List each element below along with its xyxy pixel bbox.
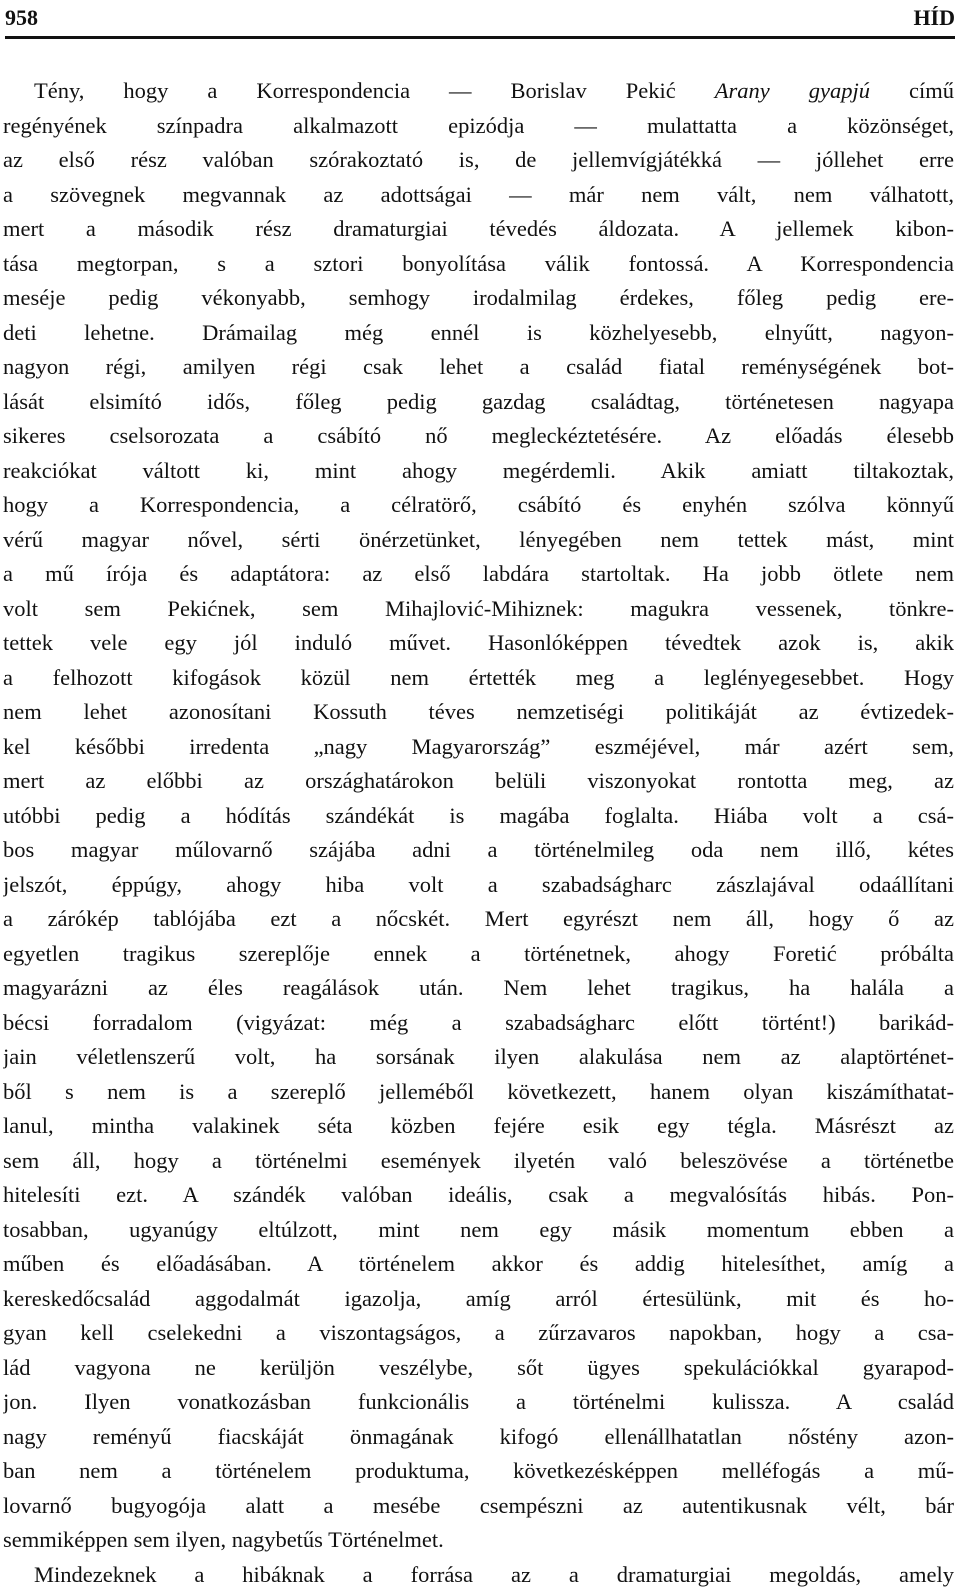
text-line: gyan kell cselekedni a viszontagságos, a zűrzavaros napokban, hogy a csa- bbox=[3, 1316, 954, 1351]
text-line: műben és előadásában. A történelem akkor és addig hitelesíthet, amíg a bbox=[3, 1247, 954, 1282]
text-line: meséje pedig vékonyabb, semhogy irodalmilag érdekes, főleg pedig ere- bbox=[3, 281, 954, 316]
text-line bbox=[3, 74, 954, 109]
text-line: ből s nem is a szereplő jelleméből következett, hanem olyan kiszámíthatat- bbox=[3, 1075, 954, 1110]
text-run: Tény, hogy a Korrespondencia — Borislav Pekić bbox=[34, 78, 715, 103]
text-line: vérű magyar nővel, sérti önérzetünket, lényegében nem tettek mást, mint bbox=[3, 523, 954, 558]
text-line: reakciókat váltott ki, mint ahogy megérdemli. Akik amiatt tiltakoztak, bbox=[3, 454, 954, 489]
text-line: a szövegnek megvannak az adottságai — már nem vált, nem válhatott, bbox=[3, 178, 954, 213]
text-line: Mindezeknek a hibáknak a forrása az a dramaturgiai megoldás, amely bbox=[3, 1558, 954, 1592]
text-line: lovarnő bugyogója alatt a mesébe csempészni az autentikusnak vélt, bár bbox=[3, 1489, 954, 1524]
text-line: semmiképpen sem ilyen, nagybetűs Történelmet. bbox=[3, 1523, 954, 1558]
page-number: 958 bbox=[5, 4, 38, 32]
text-line: volt sem Pekićnek, sem Mihajlović-Mihiznek: magukra vessenek, tönkre- bbox=[3, 592, 954, 627]
text-line: tosabban, ugyanúgy eltúlzott, mint nem egy másik momentum ebben a bbox=[3, 1213, 954, 1248]
text-line: hogy a Korrespondencia, a célratörő, csábító és enyhén szólva könnyű bbox=[3, 488, 954, 523]
text-line: bos magyar műlovarnő szájába adni a történelmileg oda nem illő, kétes bbox=[3, 833, 954, 868]
text-line: a felhozott kifogások közül nem értették meg a leglényegesebbet. Hogy bbox=[3, 661, 954, 696]
text-line: jon. Ilyen vonatkozásban funkcionális a történelmi kulissza. A család bbox=[3, 1385, 954, 1420]
text-line: nagy reményű fiacskáját önmagának kifogó ellenállhatatlan nőstény azon- bbox=[3, 1420, 954, 1455]
paragraph-1 bbox=[3, 74, 954, 1558]
text-line: a zárókép tablójába ezt a nőcskét. Mert egyrészt nem áll, hogy ő az bbox=[3, 902, 954, 937]
paragraph-2 bbox=[3, 1558, 954, 1592]
text-line: tettek vele egy jól induló művet. Hasonlóképpen tévedtek azok is, akik bbox=[3, 626, 954, 661]
body-text bbox=[3, 74, 954, 1592]
text-line: a mű írója és adaptátora: az első labdára startoltak. Ha jobb ötlete nem bbox=[3, 557, 954, 592]
text-line: bécsi forradalom (vigyázat: még a szabadságharc előtt történt!) barikád- bbox=[3, 1006, 954, 1041]
text-line: kereskedőcsalád aggodalmát igazolja, amíg arról értesülünk, mit és ho- bbox=[3, 1282, 954, 1317]
text-line: mert az előbbi az országhatárokon belüli viszonyokat rontotta meg, az bbox=[3, 764, 954, 799]
text-line: deti lehetne. Drámailag még ennél is közhelyesebb, elnyűtt, nagyon- bbox=[3, 316, 954, 351]
text-line: mert a második rész dramaturgiai tévedés áldozata. A jellemek kibon- bbox=[3, 212, 954, 247]
text-line: sem áll, hogy a történelmi események ilyetén való beleszövése a történetbe bbox=[3, 1144, 954, 1179]
page-header bbox=[5, 4, 955, 34]
text-line: jain véletlenszerű volt, ha sorsának ilyen alakulása nem az alaptörténet- bbox=[3, 1040, 954, 1075]
text-line: jelszót, éppúgy, ahogy hiba volt a szabadságharc zászlajával odaállítani bbox=[3, 868, 954, 903]
journal-title: HÍD bbox=[913, 4, 955, 32]
text-line: kel későbbi irredenta „nagy Magyarország” eszméjével, már azért sem, bbox=[3, 730, 954, 765]
work-title: Arany gyapjú bbox=[715, 78, 870, 103]
text-line: lanul, mintha valakinek séta közben fejére esik egy tégla. Másrészt az bbox=[3, 1109, 954, 1144]
text-line: lád vagyona ne kerüljön veszélybe, sőt ügyes spekulációkkal gyarapod- bbox=[3, 1351, 954, 1386]
text-line: nagyon régi, amilyen régi csak lehet a család fiatal reménységének bot- bbox=[3, 350, 954, 385]
text-line: hitelesíti ezt. A szándék valóban ideális, csak a megvalósítás hibás. Pon- bbox=[3, 1178, 954, 1213]
text-line: egyetlen tragikus szereplője ennek a történetnek, ahogy Foretić próbálta bbox=[3, 937, 954, 972]
text-line: utóbbi pedig a hódítás szándékát is magába foglalta. Hiába volt a csá- bbox=[3, 799, 954, 834]
text-line: magyarázni az éles reagálások után. Nem lehet tragikus, ha halála a bbox=[3, 971, 954, 1006]
text-line: lását elsimító idős, főleg pedig gazdag családtag, történetesen nagyapa bbox=[3, 385, 954, 420]
header-rule bbox=[5, 36, 955, 39]
text-line: nem lehet azonosítani Kossuth téves nemzetiségi politikáját az évtizedek- bbox=[3, 695, 954, 730]
text-line: sikeres cselsorozata a csábító nő megleckéztetésére. Az előadás élesebb bbox=[3, 419, 954, 454]
text-line: ban nem a történelem produktuma, következésképpen melléfogás a mű- bbox=[3, 1454, 954, 1489]
text-run: című bbox=[870, 78, 954, 103]
text-line: regényének színpadra alkalmazott epizódja — mulattatta a közönséget, bbox=[3, 109, 954, 144]
text-line: az első rész valóban szórakoztató is, de jellemvígjátékká — jóllehet erre bbox=[3, 143, 954, 178]
text-line: tása megtorpan, s a sztori bonyolítása válik fontossá. A Korrespondencia bbox=[3, 247, 954, 282]
